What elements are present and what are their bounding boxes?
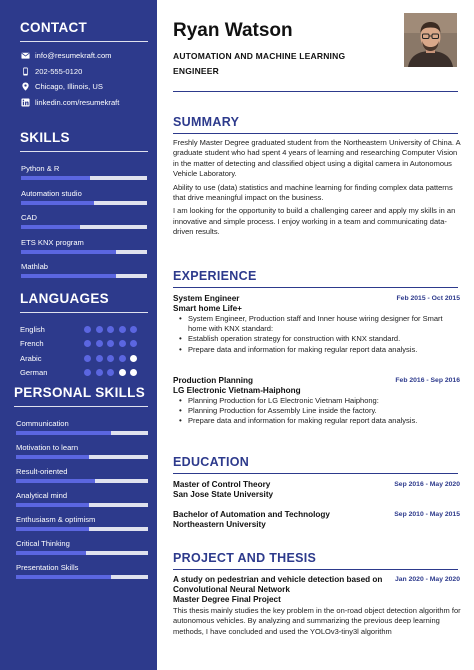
contact-phone-text: 202-555-0120 [35, 66, 83, 76]
skill-level-bar [16, 527, 148, 531]
rating-dot [96, 369, 103, 376]
rating-dot [84, 355, 91, 362]
contact-linkedin[interactable] [20, 95, 148, 111]
header-divider [173, 91, 458, 92]
education-entry [173, 510, 460, 529]
contact-title: CONTACT [20, 20, 88, 35]
job-company: LG Electronic Vietnam-Haiphong [173, 385, 301, 395]
skill-label: Enthusiasm & optimism [16, 515, 96, 524]
language-label: French [20, 339, 44, 349]
rating-dot [130, 355, 137, 362]
job-role: System Engineer [173, 294, 240, 303]
personal-skill-item [14, 559, 148, 583]
rating-dot [130, 326, 137, 333]
job-date: Feb 2015 - Oct 2015 [396, 295, 460, 302]
skill-level-bar [16, 479, 148, 483]
personal-skill-item [14, 487, 148, 511]
skill-level-fill [16, 431, 111, 435]
education-divider [173, 473, 458, 474]
rating-dot [84, 340, 91, 347]
main-content [157, 0, 474, 670]
rating-dot [119, 369, 126, 376]
language-label: English [20, 324, 45, 334]
skill-item [20, 209, 148, 234]
skills-section [20, 130, 148, 283]
skill-level-bar [16, 551, 148, 555]
personal-skills-divider [14, 406, 148, 407]
project-entry [173, 575, 460, 637]
skill-level-bar [21, 176, 147, 180]
contact-location-text: Chicago, Illinois, US [35, 82, 103, 92]
summary-paragraph: I am looking for the opportunity to build a challenging career and apply my skills in an innovative and simple process. I enjoy working in a team and communicating data-driven results. [173, 206, 456, 237]
skill-item [20, 234, 148, 259]
job-bullet: • Prepare data and information for making regular report data analysis. [173, 345, 460, 355]
rating-dot [119, 326, 126, 333]
degree-name: Bachelor of Automation and Technology [173, 510, 330, 519]
candidate-title: AUTOMATION AND MACHINE LEARNING ENGINEER [173, 51, 346, 76]
skill-item [20, 160, 148, 185]
project-description: This thesis mainly studies the key problem in the on-road object detection algorithm for autonomous vehicles. By analyzing and summarizing the previous deep learning methods, I have concluded and used the YOLOv3-tiny3l algorithm [173, 605, 461, 636]
school-name: Northeastern University [173, 519, 266, 529]
experience-title: EXPERIENCE [173, 269, 257, 283]
personal-skill-item [14, 511, 148, 535]
contact-email-text: info@resumekraft.com [35, 51, 112, 61]
skill-level-fill [21, 274, 116, 278]
degree-name: Master of Control Theory [173, 480, 271, 489]
skill-level-bar [21, 225, 147, 229]
skill-level-fill [16, 503, 89, 507]
skill-label: CAD [21, 213, 38, 222]
skill-label: Result-oriented [16, 467, 68, 476]
project-subheading: Master Degree Final Project [173, 594, 281, 604]
personal-skill-item [14, 463, 148, 487]
rating-dot [96, 355, 103, 362]
job-bullet: • Establish operation strategy for construction with KNX standard. [173, 334, 460, 344]
language-item [20, 366, 148, 381]
job-bullet: • System Engineer, Production staff and Inner house wiring designer for Smart home with KNX standard: [173, 314, 460, 334]
skill-label: Mathlab [21, 262, 49, 271]
job-bullet: • Planning Production for Assembly Line inside the factory. [173, 406, 460, 416]
school-name: San Jose State University [173, 489, 274, 499]
linkedin-icon [20, 97, 30, 107]
skill-item [20, 258, 148, 283]
skill-level-fill [16, 575, 111, 579]
experience-entry [173, 294, 460, 355]
contact-email[interactable] [20, 48, 148, 64]
project-title: PROJECT AND THESIS [173, 551, 317, 565]
education-entry [173, 480, 460, 499]
job-date: Feb 2016 - Sep 2016 [395, 377, 460, 384]
job-bullet: • Planning Production for LG Electronic Vietnam Haiphong: [173, 396, 460, 406]
languages-title: LANGUAGES [20, 291, 109, 306]
skill-level-bar [21, 201, 147, 205]
language-rating [84, 355, 137, 362]
summary-body [173, 138, 461, 241]
skill-level-bar [16, 575, 148, 579]
job-bullet: • Prepare data and information for making regular report data analysis. [173, 416, 460, 426]
contact-section [20, 20, 148, 110]
personal-skills-section [14, 385, 148, 583]
language-label: Arabic [20, 353, 42, 363]
envelope-icon [20, 51, 30, 61]
language-item [20, 337, 148, 352]
skill-item [20, 185, 148, 210]
skill-level-fill [21, 225, 80, 229]
skill-label: Motivation to learn [16, 443, 79, 452]
skill-label: ETS KNX program [21, 237, 84, 247]
contact-phone[interactable] [20, 64, 148, 80]
skill-level-bar [16, 431, 148, 435]
language-item [20, 351, 148, 366]
language-rating [84, 369, 137, 376]
skill-level-bar [16, 455, 148, 459]
location-pin-icon [20, 82, 30, 92]
contact-linkedin-text: linkedin.com/resumekraft [35, 97, 120, 107]
skill-level-fill [21, 250, 116, 254]
project-divider [173, 569, 458, 570]
education-title: EDUCATION [173, 455, 250, 469]
summary-divider [173, 133, 458, 134]
rating-dot [84, 326, 91, 333]
summary-paragraph: Ability to use (data) statistics and machine learning for finding complex data patterns that drive meaningful impact on the business. [173, 182, 453, 203]
skills-divider [20, 151, 148, 152]
skill-label: Automation studio [21, 188, 82, 198]
candidate-name: Ryan Watson [173, 20, 293, 41]
contact-divider [20, 41, 148, 42]
rating-dot [96, 340, 103, 347]
skill-level-bar [16, 503, 148, 507]
language-rating [84, 326, 137, 333]
contact-location [20, 79, 148, 95]
skill-level-fill [16, 455, 89, 459]
rating-dot [96, 326, 103, 333]
rating-dot [84, 369, 91, 376]
rating-dot [107, 340, 114, 347]
education-date: Sep 2010 - May 2015 [394, 511, 460, 518]
languages-section [20, 291, 148, 380]
rating-dot [119, 355, 126, 362]
personal-skill-item [14, 415, 148, 439]
experience-divider [173, 287, 458, 288]
rating-dot [119, 340, 126, 347]
summary-paragraph: Freshly Master Degree graduated student from the Northeastern University of China. A graduate student who had spent 4 years of learning and researching Computer Vision in the matter of detecting and classified object using a digital camera in Autonomous Vehicle Laboratory. [173, 138, 461, 179]
skill-level-fill [16, 527, 89, 531]
skill-level-fill [21, 176, 90, 180]
language-label: German [20, 368, 48, 378]
skill-level-fill [16, 479, 95, 483]
job-company: Smart home Life+ [173, 303, 242, 313]
phone-icon [20, 66, 30, 76]
skill-label: Communication [16, 419, 69, 428]
summary-title: SUMMARY [173, 115, 240, 129]
education-date: Sep 2016 - May 2020 [394, 481, 460, 488]
skill-label: Presentation Skills [16, 563, 79, 572]
project-heading: A study on pedestrian and vehicle detection based on Convolutional Neural Network [173, 575, 383, 594]
skill-level-fill [16, 551, 86, 555]
job-role: Production Planning [173, 376, 254, 385]
sidebar [0, 0, 157, 670]
skill-label: Python & R [21, 164, 60, 173]
project-date: Jan 2020 - May 2020 [395, 576, 460, 583]
language-item [20, 322, 148, 337]
experience-entry [173, 376, 460, 427]
languages-divider [20, 312, 148, 313]
skill-label: Analytical mind [16, 491, 68, 500]
skill-label: Critical Thinking [16, 539, 70, 548]
skills-title: SKILLS [20, 130, 70, 145]
personal-skill-item [14, 535, 148, 559]
skill-level-fill [21, 201, 94, 205]
profile-photo [404, 13, 457, 67]
rating-dot [107, 369, 114, 376]
rating-dot [107, 355, 114, 362]
personal-skills-title: PERSONAL SKILLS [14, 385, 146, 400]
language-rating [84, 340, 137, 347]
rating-dot [130, 369, 137, 376]
rating-dot [130, 340, 137, 347]
rating-dot [107, 326, 114, 333]
skill-level-bar [21, 274, 147, 278]
skill-level-bar [21, 250, 147, 254]
personal-skill-item [14, 439, 148, 463]
